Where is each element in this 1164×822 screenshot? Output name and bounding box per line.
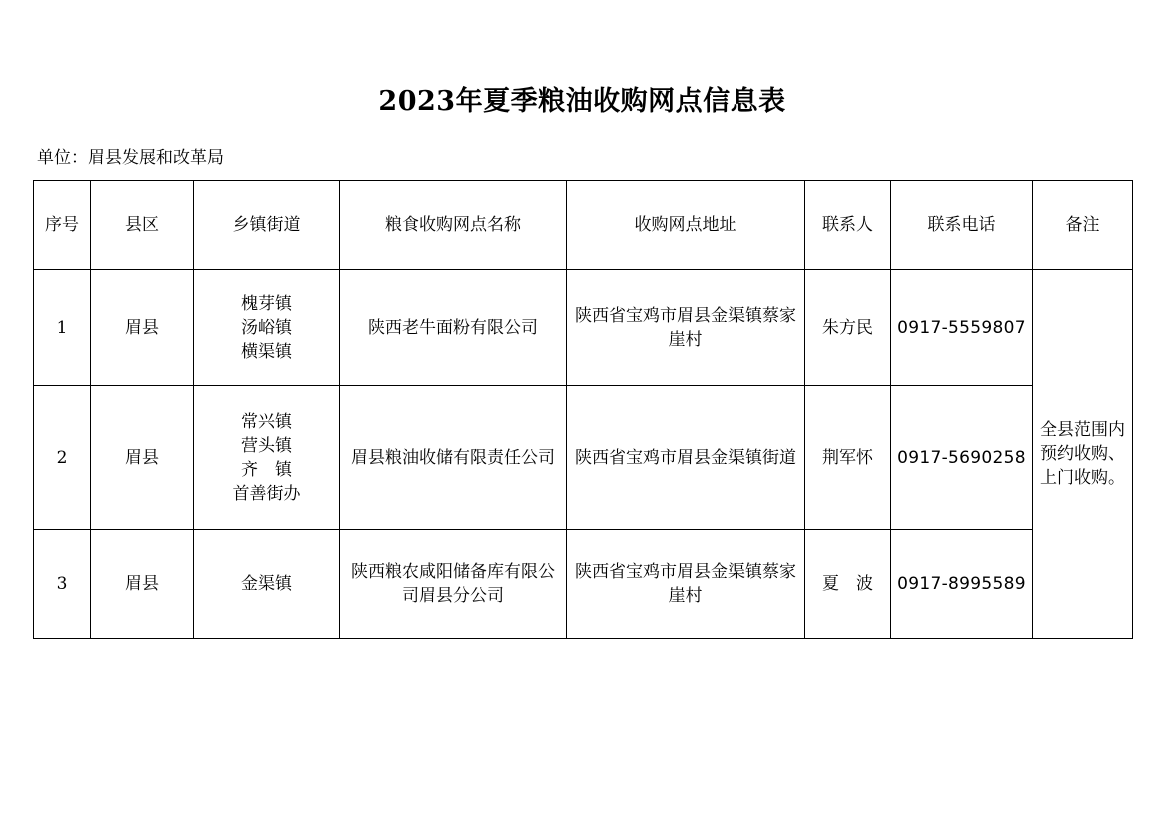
header-seq: 序号 — [34, 181, 91, 270]
cell-towns — [194, 386, 340, 530]
table-row — [34, 386, 1133, 530]
cell-seq: 2 — [34, 386, 91, 530]
cell-seq: 3 — [34, 530, 91, 639]
cell-phone: 0917-8995589 — [891, 530, 1033, 639]
header-towns: 乡镇街道 — [194, 181, 340, 270]
cell-county: 眉县 — [91, 270, 194, 386]
table-row — [34, 270, 1133, 386]
cell-towns — [194, 270, 340, 386]
table-header-row — [34, 181, 1133, 270]
info-table — [33, 180, 1133, 639]
cell-contact: 荆军怀 — [805, 386, 891, 530]
cell-address: 陕西省宝鸡市眉县金渠镇蔡家崖村 — [567, 270, 805, 386]
cell-contact: 朱方民 — [805, 270, 891, 386]
unit-label: 单位：眉县发展和改革局 — [37, 148, 224, 168]
cell-towns — [194, 530, 340, 639]
cell-contact: 夏 波 — [805, 530, 891, 639]
town-name: 横渠镇 — [241, 341, 292, 362]
header-phone: 联系电话 — [891, 181, 1033, 270]
town-name: 槐芽镇 — [241, 293, 292, 314]
table-row — [34, 530, 1133, 639]
cell-point-name: 陕西老牛面粉有限公司 — [340, 270, 567, 386]
cell-phone: 0917-5690258 — [891, 386, 1033, 530]
page-title: 2023年夏季粮油收购网点信息表 — [378, 86, 786, 117]
header-remark: 备注 — [1033, 181, 1133, 270]
town-name: 营头镇 — [241, 435, 292, 456]
cell-seq: 1 — [34, 270, 91, 386]
header-county: 县区 — [91, 181, 194, 270]
cell-county: 眉县 — [91, 386, 194, 530]
cell-county: 眉县 — [91, 530, 194, 639]
town-name: 金渠镇 — [241, 574, 292, 594]
town-name: 首善街办 — [232, 483, 301, 504]
cell-phone: 0917-5559807 — [891, 270, 1033, 386]
header-point-name: 粮食收购网点名称 — [340, 181, 567, 270]
town-name: 汤峪镇 — [241, 317, 292, 338]
cell-remark: 全县范围内预约收购、上门收购。 — [1033, 270, 1133, 639]
town-name: 齐 镇 — [241, 459, 292, 480]
cell-address: 陕西省宝鸡市眉县金渠镇街道 — [567, 386, 805, 530]
header-contact: 联系人 — [805, 181, 891, 270]
cell-point-name: 陕西粮农咸阳储备库有限公司眉县分公司 — [340, 530, 567, 639]
town-name: 常兴镇 — [241, 411, 292, 432]
cell-point-name: 眉县粮油收储有限责任公司 — [340, 386, 567, 530]
cell-address: 陕西省宝鸡市眉县金渠镇蔡家崖村 — [567, 530, 805, 639]
header-address: 收购网点地址 — [567, 181, 805, 270]
